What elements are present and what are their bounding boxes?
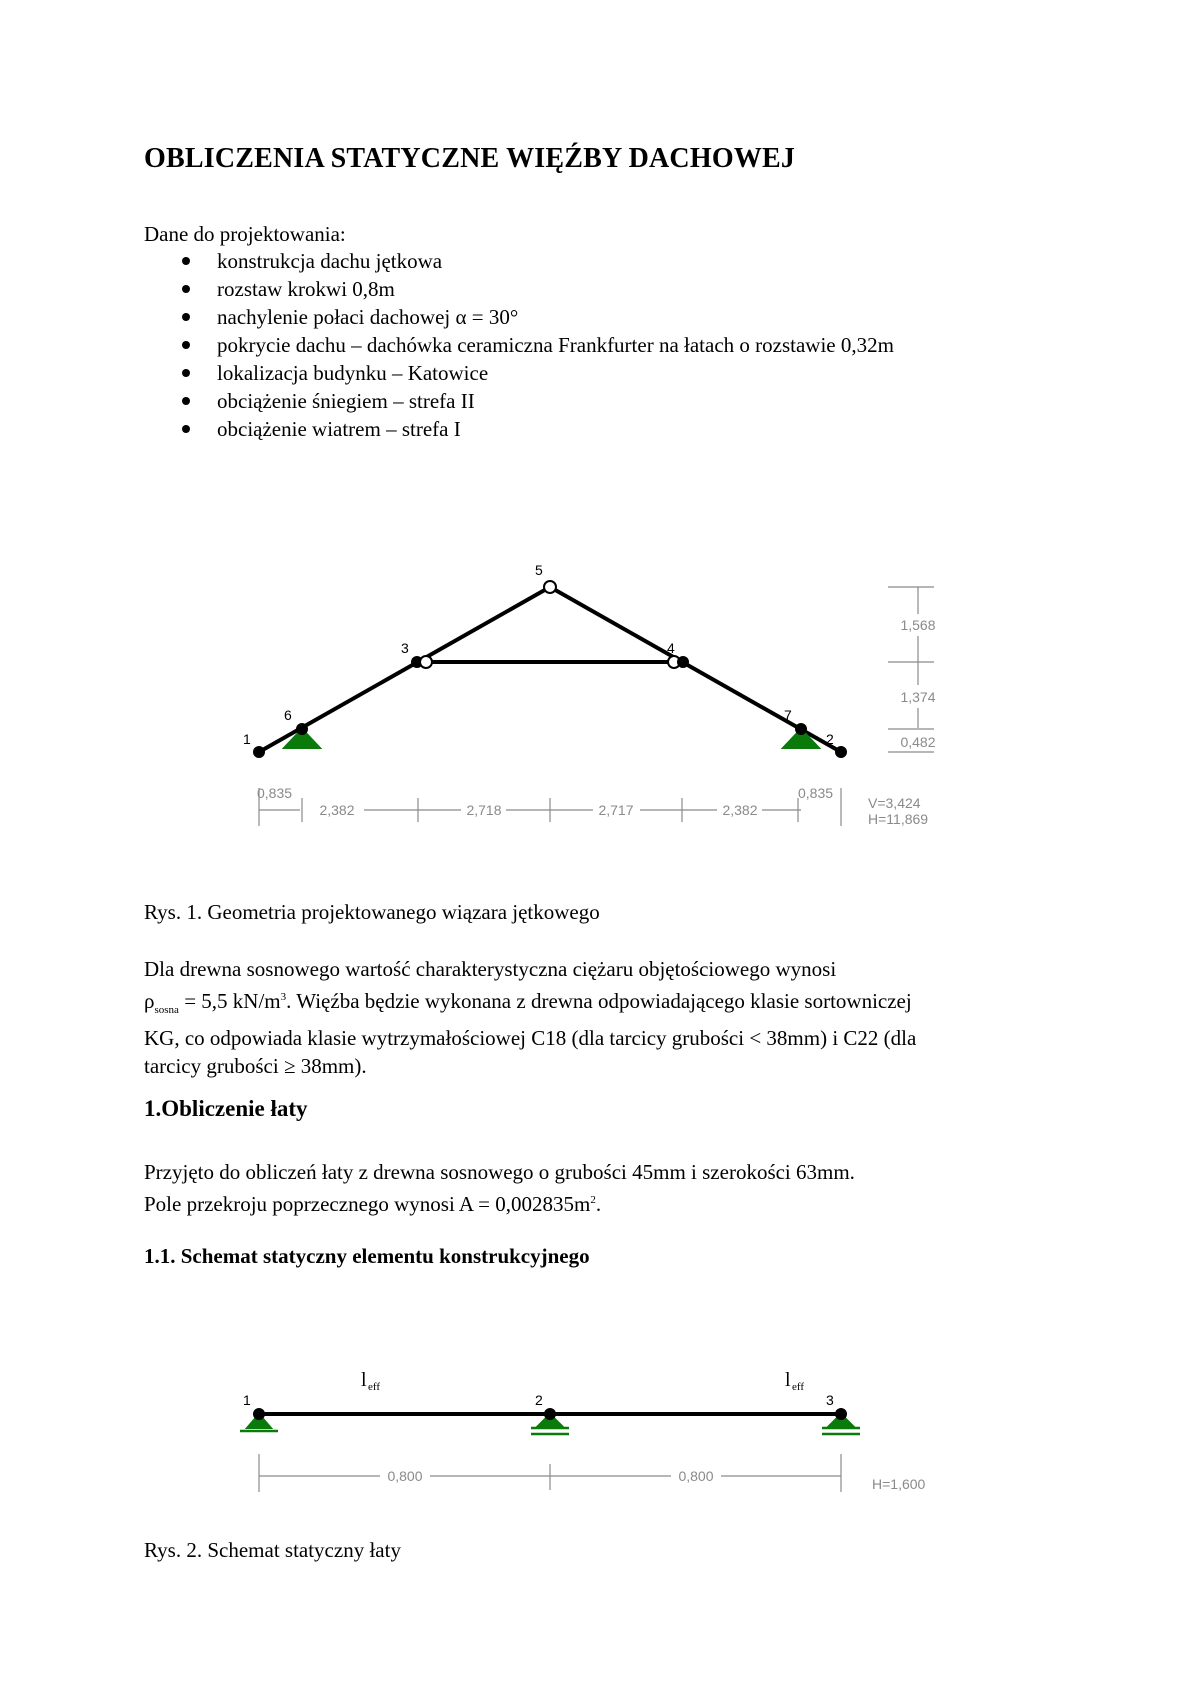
node-1	[253, 1408, 265, 1420]
rho-symbol: ρ	[144, 989, 155, 1013]
list-item: pokrycie dachu – dachówka ceramiczna Frankfurter na łatach o rozstawie 0,32m	[144, 331, 894, 359]
node-label-3: 3	[826, 1392, 834, 1408]
figure-2-caption: Rys. 2. Schemat statyczny łaty	[144, 1538, 401, 1562]
document-title: OBLICZENIA STATYCZNE WIĘŹBY DACHOWEJ	[144, 143, 796, 174]
batten-scheme-figure	[0, 1350, 1200, 1520]
area-value: Pole przekroju poprzecznego wynosi A = 0,002835m	[144, 1192, 591, 1216]
node-2	[835, 746, 847, 758]
node-6	[296, 723, 308, 735]
node-1	[253, 746, 265, 758]
node-2	[544, 1408, 556, 1420]
dim-label: 0,835	[257, 785, 293, 801]
vertical-dimension-line	[888, 587, 934, 752]
density-value: = 5,5 kN/m	[178, 989, 281, 1013]
material-paragraph	[144, 955, 916, 1080]
node-3-hinge	[420, 656, 432, 668]
node-label-2: 2	[535, 1392, 543, 1408]
figure-1-caption: Rys. 1. Geometria projektowanego wiązara jętkowego	[144, 900, 600, 924]
paragraph-text: .	[595, 1192, 602, 1216]
truss-nodes	[253, 581, 847, 758]
truss-members	[259, 587, 841, 752]
section-heading: 1.Obliczenie łaty	[144, 1096, 308, 1121]
node-label-1: 1	[243, 731, 251, 747]
dim-label: 0,835	[798, 785, 834, 801]
dim-label: 0,800	[678, 1468, 714, 1484]
span-label-left: l	[361, 1369, 367, 1391]
span-label-left-sub: eff	[368, 1381, 381, 1393]
subsection-heading: 1.1. Schemat statyczny elementu konstrukcyjnego	[144, 1244, 590, 1268]
unit-exponent: 2	[590, 1194, 596, 1206]
node-label-1: 1	[243, 1392, 251, 1408]
paragraph-line: KG, co odpowiada klasie wytrzymałościowej C18 (dla tarcicy grubości < 38mm) i C22 (dla	[144, 1026, 917, 1051]
list-item: konstrukcja dachu jętkowa	[144, 247, 894, 275]
list-item: rozstaw krokwi 0,8m	[144, 275, 894, 303]
list-item: nachylenie połaci dachowej α = 30°	[144, 303, 894, 331]
dim-label: 1,568	[900, 617, 936, 633]
dim-label: 0,482	[900, 734, 936, 750]
node-label-4: 4	[667, 640, 675, 656]
paragraph-line	[144, 983, 916, 1024]
design-data-intro: Dane do projektowania:	[144, 222, 346, 246]
node-label-5: 5	[535, 562, 543, 578]
node-4-filled	[677, 656, 689, 668]
paragraph-text: . Więźba będzie wykonana z drewna odpowiadającego klasie sortowniczej	[286, 989, 912, 1013]
list-item: obciążenie wiatrem – strefa I	[144, 415, 894, 443]
paragraph-line: tarcicy grubości ≥ 38mm).	[144, 1054, 367, 1079]
node-5-hinge	[544, 581, 556, 593]
dimension-line	[259, 1454, 841, 1492]
node-label-3: 3	[401, 640, 409, 656]
dim-label: 1,374	[900, 689, 936, 705]
total-length: H=1,600	[872, 1476, 926, 1492]
paragraph-line	[144, 1186, 855, 1218]
node-label-7: 7	[784, 707, 792, 723]
node-7	[795, 723, 807, 735]
node-label-2: 2	[826, 731, 834, 747]
dim-label: 2,382	[722, 802, 758, 818]
dim-label: 0,800	[387, 1468, 423, 1484]
paragraph-line: Przyjęto do obliczeń łaty z drewna sosnowego o grubości 45mm i szerokości 63mm.	[144, 1160, 855, 1184]
dim-label: 2,382	[319, 802, 355, 818]
dim-label: 2,717	[598, 802, 634, 818]
unit-exponent: 3	[280, 991, 287, 1003]
node-3	[835, 1408, 847, 1420]
batten-paragraph	[144, 1158, 855, 1218]
list-item: lokalizacja budynku – Katowice	[144, 359, 894, 387]
span-label-right: l	[785, 1369, 791, 1391]
rho-subscript: sosna	[154, 1004, 179, 1017]
list-item: obciążenie śniegiem – strefa II	[144, 387, 894, 415]
dim-label: 2,718	[466, 802, 502, 818]
total-width: H=11,869	[868, 811, 929, 827]
node-label-6: 6	[284, 707, 292, 723]
span-label-right-sub: eff	[792, 1381, 805, 1393]
paragraph-line: Dla drewna sosnowego wartość charakterystyczna ciężaru objętościowego wynosi	[144, 957, 837, 981]
total-height: V=3,424	[868, 795, 921, 811]
